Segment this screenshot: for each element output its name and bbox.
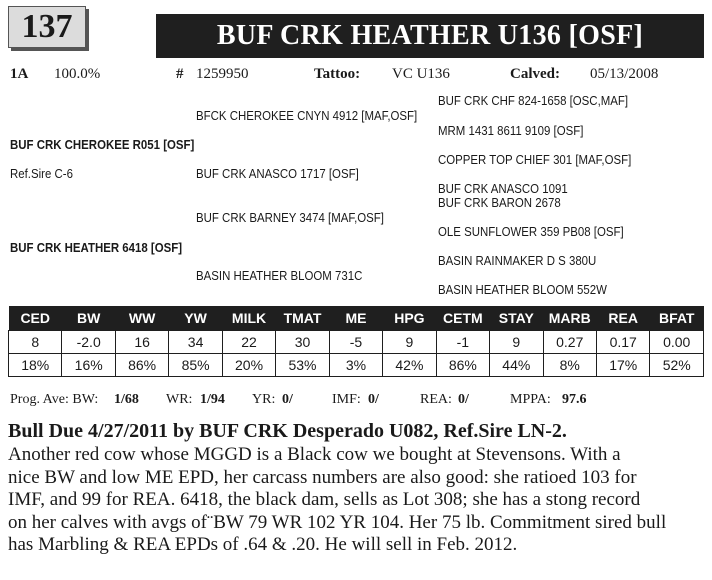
epd-header: BW	[62, 306, 115, 331]
epd-percentile: 18%	[9, 354, 62, 377]
tattoo-value: VC U136	[392, 66, 450, 82]
epd-header-row	[9, 306, 704, 331]
prog-bw-label: Prog. Ave: BW:	[10, 392, 99, 407]
epd-table	[8, 306, 704, 377]
epd-value: -1	[436, 331, 489, 354]
dam: BUF CRK HEATHER 6418 [OSF]	[10, 240, 183, 255]
lot-number: 137	[8, 6, 86, 48]
epd-percentile: 86%	[436, 354, 489, 377]
epd-header: CETM	[436, 306, 489, 331]
description-line: IMF, and 99 for REA. 6418, the black dam, sells as Lot 308; she has a stong record	[8, 489, 641, 511]
epd-percentile: 42%	[383, 354, 436, 377]
prog-wr-value: 1/94	[200, 392, 225, 407]
epd-value: 0.17	[596, 331, 649, 354]
epd-values-row	[9, 331, 704, 354]
ggp-2: MRM 1431 8611 9109 [OSF]	[438, 123, 584, 138]
sire-reference: Ref.Sire C-6	[10, 166, 73, 181]
epd-header: CED	[9, 306, 62, 331]
percent-value: 100.0%	[54, 66, 101, 82]
epd-value: -5	[329, 331, 382, 354]
tattoo-label: Tattoo:	[314, 66, 361, 82]
epd-header: YW	[169, 306, 222, 331]
epd-percentile: 16%	[62, 354, 115, 377]
reg-number-label: #	[176, 66, 184, 82]
class-code: 1A	[10, 66, 29, 82]
epd-header: REA	[596, 306, 649, 331]
epd-percentile-row	[9, 354, 704, 377]
prog-yr-label: YR:	[252, 392, 276, 407]
epd-value: 9	[383, 331, 436, 354]
ggp-3: COPPER TOP CHIEF 301 [MAF,OSF]	[438, 152, 632, 167]
epd-percentile: 3%	[329, 354, 382, 377]
bull-due-heading: Bull Due 4/27/2011 by BUF CRK Desperado U082, Ref.Sire LN-2.	[8, 420, 567, 442]
epd-value: 8	[9, 331, 62, 354]
prog-imf-value: 0/	[368, 392, 379, 407]
epd-header: WW	[115, 306, 168, 331]
epd-header: BFAT	[650, 306, 704, 331]
epd-value: 34	[169, 331, 222, 354]
epd-header: TMAT	[276, 306, 329, 331]
ggp-8: BASIN HEATHER BLOOM 552W	[438, 282, 607, 297]
calved-date: 05/13/2008	[590, 66, 659, 82]
epd-value: 22	[222, 331, 275, 354]
ggp-1: BUF CRK CHF 824-1658 [OSC,MAF]	[438, 93, 629, 108]
epd-value: 0.27	[543, 331, 596, 354]
calved-label: Calved:	[510, 66, 560, 82]
sire: BUF CRK CHEROKEE R051 [OSF]	[10, 137, 195, 152]
epd-header: ME	[329, 306, 382, 331]
prog-yr-value: 0/	[282, 392, 293, 407]
epd-percentile: 44%	[490, 354, 543, 377]
prog-bw-value: 1/68	[114, 392, 139, 407]
registration-line	[0, 66, 712, 86]
epd-percentile: 17%	[596, 354, 649, 377]
epd-percentile: 85%	[169, 354, 222, 377]
description-line: on her calves with avgs of¨BW 79 WR 102 YR 104. Her 75 lb. Commitment sired bull	[8, 511, 667, 533]
epd-percentile: 52%	[650, 354, 704, 377]
description-line: has Marbling & REA EPDs of .64 & .20. He will sell in Feb. 2012.	[8, 534, 518, 556]
epd-header: STAY	[490, 306, 543, 331]
prog-mppa-label: MPPA:	[510, 392, 551, 407]
epd-percentile: 20%	[222, 354, 275, 377]
epd-value: 30	[276, 331, 329, 354]
sire-sire: BFCK CHEROKEE CNYN 4912 [MAF,OSF]	[196, 108, 418, 123]
prog-wr-label: WR:	[166, 392, 193, 407]
animal-name-title: BUF CRK HEATHER U136 [OSF]	[156, 14, 704, 58]
reg-number: 1259950	[196, 66, 249, 82]
dam-sire: BUF CRK BARNEY 3474 [MAF,OSF]	[196, 210, 384, 225]
epd-percentile: 8%	[543, 354, 596, 377]
epd-value: -2.0	[62, 331, 115, 354]
description	[8, 444, 708, 557]
sire-dam: BUF CRK ANASCO 1717 [OSF]	[196, 166, 359, 181]
epd-header: MILK	[222, 306, 275, 331]
ggp-7: BASIN RAINMAKER D S 380U	[438, 253, 597, 268]
prog-rea-label: REA:	[420, 392, 452, 407]
epd-header: HPG	[383, 306, 436, 331]
dam-dam: BASIN HEATHER BLOOM 731C	[196, 268, 363, 283]
ggp-6: OLE SUNFLOWER 359 PB08 [OSF]	[438, 224, 624, 239]
description-line: nice BW and low ME EPD, her carcass numbers are also good: she ratioed 103 for	[8, 466, 637, 488]
epd-value: 9	[490, 331, 543, 354]
ggp-4: BUF CRK ANASCO 1091	[438, 181, 568, 196]
ggp-5: BUF CRK BARON 2678	[438, 195, 561, 210]
epd-value: 16	[115, 331, 168, 354]
prog-mppa-value: 97.6	[562, 392, 587, 407]
prog-imf-label: IMF:	[332, 392, 361, 407]
epd-value: 0.00	[650, 331, 704, 354]
progeny-averages	[0, 392, 712, 410]
epd-header: MARB	[543, 306, 596, 331]
epd-percentile: 86%	[115, 354, 168, 377]
prog-rea-value: 0/	[458, 392, 469, 407]
description-line: Another red cow whose MGGD is a Black cow we bought at Stevensons. With a	[8, 444, 621, 465]
epd-percentile: 53%	[276, 354, 329, 377]
